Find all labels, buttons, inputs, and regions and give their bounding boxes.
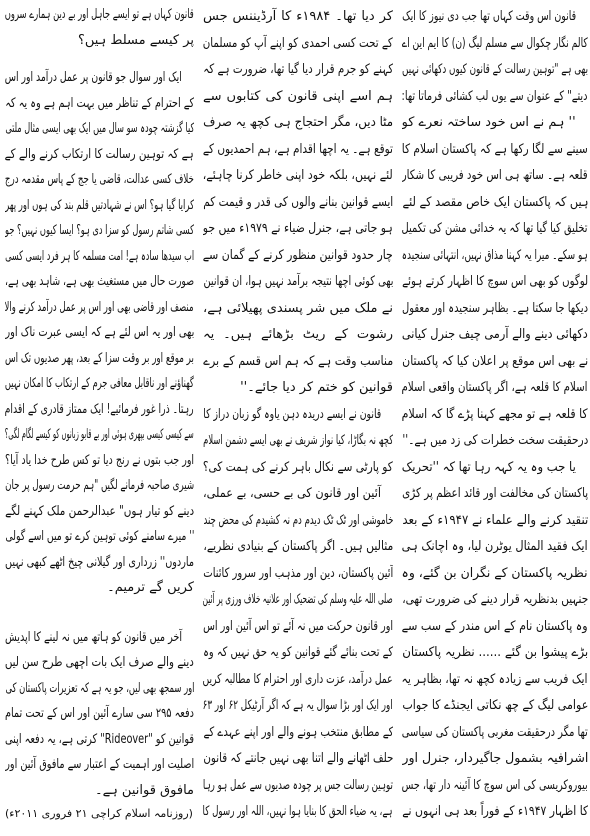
text-line (203, 349, 393, 376)
text-line (203, 455, 393, 482)
text-line (203, 243, 393, 270)
text-line (203, 534, 393, 561)
text-line (5, 752, 194, 778)
line-text: عمل درآمد، عزت داری اور احترام کا مطالبہ کریں (203, 671, 393, 687)
text-line (402, 693, 588, 720)
text-line (402, 455, 588, 482)
text-line (5, 269, 194, 295)
line-text: اسلام کا قلعہ ہے، اگر پاکستان واقعی اسلام (402, 380, 588, 395)
text-line (203, 216, 393, 243)
line-text: بھی اور یہ اس لئے ہے کہ ایسی عبرت ناک اور (5, 325, 194, 340)
line-text: اب سیدھا سادہ ہے! امت مسلمہ کا ہر فرد ایسی کسی (5, 248, 194, 264)
line-text: بھی ہے "توہین رسالت کے قانون کیوں دکھائی نہیں (402, 62, 588, 77)
text-line (402, 481, 588, 508)
line-text: نے بھی اس موقع پر اعلان کیا کہ پاکستان (402, 353, 588, 369)
line-text: ایک فقید المثال یوٹرن لیا، وہ اچانک ہی (402, 539, 588, 554)
line-text: ہم اسے اپنی قانون کی کتابوں سے (203, 88, 393, 104)
text-line (203, 561, 393, 588)
text-line (5, 397, 194, 423)
text-line (203, 402, 393, 429)
text-line (402, 31, 588, 58)
text-line (5, 116, 194, 142)
text-line (402, 296, 588, 323)
text-line (402, 561, 588, 588)
text-line (402, 349, 588, 376)
text-line (402, 640, 588, 667)
paragraph (203, 402, 393, 482)
text-line (203, 667, 393, 694)
text-line (203, 4, 393, 31)
text-line (402, 773, 588, 800)
line-text: قانون کہاں ہے تو ایسے جاہل اور بے دین ہمارے سروں (5, 7, 194, 22)
line-text: خاموشی اور ٹک ٹک دیدم دم نہ کشیدم کی محض چند (203, 512, 393, 528)
text-line (402, 110, 588, 137)
text-line (203, 720, 393, 747)
line-text: کے مطابق منتخب ہونے والے اور اپنے عہدے کے (203, 724, 393, 740)
text-line (203, 84, 393, 111)
line-text: ہے، یہ ضیاء الحق کا بنایا ہوا نہیں، اللہ اور رسول کا (203, 804, 393, 819)
text-line (5, 473, 194, 499)
line-text: قانون نے ایسے دریدہ دہن یاوہ گو زبان دراز کا (203, 406, 381, 422)
text-line (203, 508, 393, 535)
text-line (203, 110, 393, 137)
line-text: توہین رسالت جس پر چودہ صدیوں سے عمل ہو رہا (203, 777, 393, 793)
line-text: نے ملک میں شر پسندی پھیلائی ہے، (203, 300, 393, 316)
line-text: سینے سے لگا رکھا ہے کہ پاکستان اسلام کا (402, 141, 588, 157)
line-text: کر دیا تھا۔ ۱۹۸۴ء کا آرڈیننس جس (203, 9, 393, 24)
line-text: مٹا دیں، مگر احتجاج ہی کچھ یہ صرف (203, 115, 393, 130)
text-line (203, 428, 393, 455)
text-line (402, 163, 588, 190)
text-line (5, 550, 194, 576)
text-line (5, 575, 194, 601)
source-citation-text: (روزنامہ اسلام کراچی ۲۱ فروری ۲۰۱۱ء) (5, 807, 193, 820)
text-line (402, 4, 588, 31)
text-line (5, 676, 194, 702)
text-line (203, 375, 393, 402)
text-line (5, 167, 194, 193)
line-text: مثالیں ہیں۔ اگر پاکستان کے بنیادی نظریے، (203, 539, 393, 554)
paragraph (203, 481, 393, 826)
line-text: لوگوں کو بھی اس سوچ کا اظہار کرتے ہوئے (402, 274, 588, 289)
text-line (203, 269, 393, 296)
line-text: حلف اٹھانے والے اتنا بھی نہیں جانتے کہ قانون (203, 751, 393, 766)
paragraph (402, 455, 588, 826)
line-text: آخر میں قانون کو ہاتھ میں نہ لینے کا اپدیش (5, 629, 182, 645)
line-text: '' ہم نے اس خود ساختہ نعرے کو (402, 115, 576, 130)
text-line (5, 701, 194, 727)
text-line (402, 269, 588, 296)
line-text: رشوت کے ریٹ بڑھائے ہیں۔ یہ (203, 327, 393, 342)
text-line (402, 137, 588, 164)
text-line (203, 190, 393, 217)
text-line (5, 65, 194, 91)
text-line (203, 163, 393, 190)
text-line (203, 799, 393, 826)
line-text: درحقیقت سخت خطرات کی زد میں ہے۔'' (402, 433, 588, 448)
text-line (203, 693, 393, 720)
line-text: کو پارٹی سے نکال باہر کرنے کی ہمت کی؟ (203, 459, 393, 475)
text-line (402, 720, 588, 747)
line-text: ماردوں'' زرداری اور گیلانی چیخ اٹھے کبھی نہیں (5, 554, 194, 570)
line-text: رہتا۔ ذرا غور فرمائیے! ایک ممتاز قادری کے اقدام (5, 401, 194, 417)
line-text: کے تحت کسی احمدی کو اپنے آپ کو مسلمان (203, 35, 393, 51)
line-text: کہنے کو جرم قرار دیا گیا تھا، ضرورت ہے کہ (203, 62, 393, 77)
column-middle (203, 4, 393, 826)
line-text: کا اظہار ۱۹۴۷ء کے فوراً بعد ہی انہوں نے (402, 804, 588, 819)
line-text: ہو سکے۔ میرا یہ کہنا مذاق نہیں، انتہائی سنجیدہ (402, 247, 588, 263)
text-line (402, 402, 588, 429)
text-line (402, 799, 588, 826)
text-line (402, 614, 588, 641)
text-line (5, 91, 194, 117)
line-text: منصف اور قاضی بھی اور اس پر عمل درآمد کرنے والا (5, 299, 194, 315)
line-text: وہ پاکستان نام کے اس مندر کے سب سے (402, 618, 588, 634)
line-text: لئے نہیں، بلکہ خود اپنی خاطر کرنا چاہئے، (203, 168, 393, 183)
text-line (402, 508, 588, 535)
line-text: دکھائی دینے والے آرمی چیف جنرل کیانی (402, 327, 588, 342)
line-text: کا قلعہ ہے تو مجھے کہنا پڑے گا کہ اسلام (402, 406, 588, 422)
text-line (402, 243, 588, 270)
line-text: قلعہ ہے۔ ساتھ ہی اس خود فریبی کا شکار (402, 168, 588, 183)
paragraph (5, 2, 194, 53)
paragraph (5, 65, 194, 601)
line-text: ایک اور سوال جو قانون پر عمل درآمد اور اس (5, 70, 182, 85)
line-text: شیری صاحبہ فرمانے لگیں "ہم حرمت رسول پر جان (5, 478, 194, 493)
line-text: اور قانون حرکت میں نہ آئے تو اس آئین اور اس (203, 618, 393, 634)
text-line (5, 422, 194, 448)
line-text: جنہیں بدنظریہ قرار دینے کی ضرورت تھی، (402, 592, 588, 607)
line-text: '' میرے سامنے کوئی توہین کرے تو میں اسے گولی (5, 529, 194, 544)
line-text: دیکھا جا سکتا ہے۔ بظاہر سنجیدہ اور معقول (402, 300, 588, 316)
line-text: آئین پاکستان، دین اور مذہب اور سرور کائنات (203, 565, 393, 581)
line-text: سے کیسی کیسی بپھری ہوئی اور بے قابو زبانوں کو کیسے لگام لگی؟ (5, 427, 194, 442)
line-text: توقع ہے۔ یہ اچھا اقدام ہے، ہم احمدیوں کے (203, 141, 393, 157)
line-text: کریں گے ترمیم۔ (107, 580, 194, 595)
text-line (5, 650, 194, 676)
text-line (402, 534, 588, 561)
line-text: کے تحت بنائے گئے قوانین کو یہ حق نہیں کہ وہ (203, 645, 393, 660)
text-line (203, 773, 393, 800)
line-text: گھناؤنے اور ناقابل معافی جرم کے ارتکاب کا امکان نہیں (5, 376, 194, 391)
line-text: کے احترام کے تناظر میں بہت اہم ہے وہ یہ کہ (5, 95, 194, 111)
text-line (402, 57, 588, 84)
line-text: اور سمجھ بھی لیں، جو یہ ہے کہ تعزیرات پاکستان کی (5, 680, 194, 696)
text-line (5, 524, 194, 550)
line-text: دیتے" کے عنوان سے یوں لب کشائی فرماتا تھا: (402, 88, 588, 104)
text-line (402, 322, 588, 349)
line-text: تنقید کرنے والے علماء نے ۱۹۴۷ء کے بعد (402, 512, 588, 528)
line-text: بھی کوئی اچھا نتیجہ برآمد نہیں ہوا، ان قوانین (203, 274, 393, 289)
text-line (5, 193, 194, 219)
line-text: مافوق قوانین ہے۔ (94, 782, 194, 798)
text-line (402, 375, 588, 402)
line-text: عوامی لیگ کے چھ نکاتی ایجنڈے کا جواب (402, 698, 588, 713)
line-text: قوانین کو ختم کر دیا جائے۔'' (240, 380, 393, 395)
line-text: ایک فریب سے زیادہ کچھ نہ تھا، بظاہر یہ (402, 671, 588, 687)
text-line (203, 137, 393, 164)
text-line (5, 244, 194, 270)
column-right (402, 4, 588, 826)
line-text: تھا مگر درحقیقت مغربی پاکستان کی سیاسی (402, 724, 588, 740)
text-line (5, 346, 194, 372)
text-line (203, 296, 393, 323)
line-text: یا جب وہ یہ کہہ رہا تھا کہ ''تحریک (402, 459, 576, 475)
text-line (5, 625, 194, 651)
line-text: ایسے قوانین بنانے والوں کی قدر و قیمت کم (203, 194, 393, 210)
text-line (402, 428, 588, 455)
text-line (5, 295, 194, 321)
text-line (5, 320, 194, 346)
text-line (5, 2, 194, 28)
paragraph (402, 4, 588, 110)
line-text: کالم نگار چکوال سے مسلم لیگ (ن) کا ایم این اے (402, 35, 588, 51)
line-text: اور جب بتوں نے رنج دیا تو کس طرح خدا یاد آیا؟ (5, 452, 194, 468)
line-text: بیوروکریسی کی اس سوچ کا آئینہ دار تھا، جس (402, 777, 588, 793)
text-line (5, 371, 194, 397)
line-text: نظریہ پاکستان کے نگران بن گئے، وہ (402, 565, 588, 581)
text-line (203, 57, 393, 84)
line-text: صورت حال میں مستغیث بھی ہے، شاہد بھی ہے، (5, 274, 194, 289)
line-text: خلاف کسی عدالت، قاضی یا جج کے پاس مقدمہ درج (5, 172, 194, 187)
text-line (402, 587, 588, 614)
line-text: ہو جاتی ہے، جنرل ضیاء نے ۱۹۷۹ء میں جو (203, 221, 393, 236)
text-line (203, 322, 393, 349)
text-line (203, 746, 393, 773)
text-line (203, 614, 393, 641)
line-text: قانون اس وقت کہاں تھا جب دی نیوز کا ایک (402, 9, 576, 24)
line-text: کسی شاتم رسول کو سزا دی ہو؟ ایسا کیوں نہیں؟ جو (5, 223, 194, 238)
column-left (5, 2, 194, 825)
line-text: صلی اللہ علیہ وسلم کی تضحیک اور علانیہ خلاف ورزی پر آئین (203, 592, 393, 607)
text-line (5, 28, 194, 54)
line-text: پر کیسے مسلط ہیں؟ (77, 32, 194, 48)
line-text: کیا گزشتہ چودہ سو سال میں ایک بھی ایسی مثال ملتی (5, 121, 194, 136)
source-citation (5, 803, 194, 825)
line-text: دینے والے صرف ایک بات اچھی طرح سن لیں (5, 655, 194, 670)
line-text: بڑے پیشوا بن گئے ...... نظریہ پاکستان (402, 645, 588, 660)
line-text: چار حدود قوانین منظور کرنے کے گمان سے (203, 247, 393, 263)
text-line (203, 640, 393, 667)
line-text: آئین اور قانون کی بے حسی، بے عملی، (203, 486, 381, 501)
line-text: ہے کہ توہین رسالت کا ارتکاب کرنے والے کے (5, 146, 194, 162)
text-line (402, 84, 588, 111)
text-line (5, 142, 194, 168)
paragraph (203, 4, 393, 402)
text-line (5, 727, 194, 753)
text-line (402, 667, 588, 694)
line-text: بر موقع اور بر وقت سزا کے بعد، پھر صدیوں تک اس (5, 350, 194, 366)
paragraph (5, 625, 194, 804)
line-text: اشرافیہ بشمول جاگیردار، جنرل اور (402, 751, 588, 766)
text-line (5, 778, 194, 804)
line-text: دفعہ ۲۹۵ سی سارے آئین اور اس کے تحت تمام (5, 706, 194, 721)
text-line (5, 499, 194, 525)
text-line (203, 587, 393, 614)
line-text: تخلیق کیا گیا تھا کہ یہ خدائی مشن کی تکمیل (402, 221, 588, 236)
text-line (203, 481, 393, 508)
text-line (5, 218, 194, 244)
line-text: پاکستان کی مخالفت اور قائد اعظم پر کڑی (402, 486, 588, 501)
line-text: ہیں کہ پاکستان ایک خاص مقصد کے لئے (402, 194, 588, 210)
line-text: کرایا گیا ہو؟ اس نے شہادتیں قلم بند کی ہوں اور پھر (5, 197, 194, 213)
text-line (402, 190, 588, 217)
line-text: قوانین کو "Rideover" کرتی ہے، یہ دفعہ اپنی (5, 731, 194, 747)
text-line (402, 216, 588, 243)
line-text: اصلیت اور اہمیت کے اعتبار سے مافوق آئین اور (5, 757, 194, 772)
line-text: دینے کو تیار ہوں" عبدالرحمن ملک کہنے لگے (5, 503, 194, 519)
line-text: کچھ نہ بگاڑا، کیا نواز شریف نے بھی ایسے دشمن اسلام (203, 433, 393, 448)
text-line (5, 448, 194, 474)
paragraph (402, 110, 588, 455)
line-text: اور ایک اور بڑا سوال یہ ہے کہ اگر آرٹیکل ۶۲ اور ۶۳ (203, 698, 393, 713)
line-text: مناسب وقت ہے کہ ہم اس قسم کے برے (203, 353, 393, 369)
text-line (203, 31, 393, 58)
text-line (402, 746, 588, 773)
